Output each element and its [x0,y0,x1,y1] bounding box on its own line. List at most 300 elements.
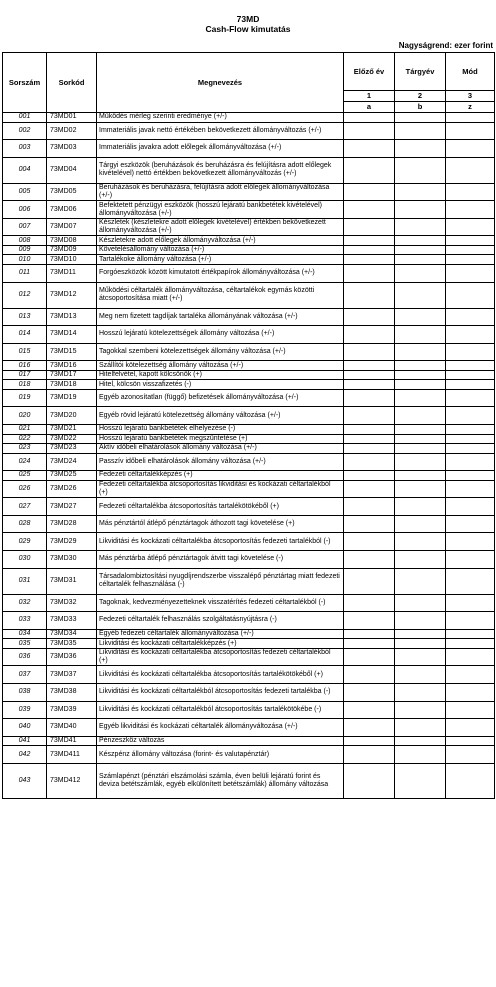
row-code: 73MD30 [47,551,97,569]
table-row [3,568,495,594]
row-prev-value[interactable] [344,255,395,265]
header-letter-mod: z [446,102,495,113]
row-serial: 015 [3,343,47,361]
row-serial: 033 [3,612,47,630]
row-current-value[interactable] [395,183,446,201]
row-current-value[interactable] [395,453,446,471]
row-mod-value[interactable] [446,113,495,123]
row-serial: 020 [3,407,47,425]
row-name: Pénzeszköz változás [97,736,344,746]
row-name: Hosszú lejáratú bankbetétek elhelyezése (-) [97,425,344,435]
row-mod-value[interactable] [446,389,495,407]
row-serial: 016 [3,361,47,371]
row-mod-value[interactable] [446,480,495,498]
row-prev-value[interactable] [344,122,395,140]
row-code: 73MD04 [47,157,97,183]
table-row [3,480,495,498]
row-code: 73MD31 [47,568,97,594]
header-letter-current: b [395,102,446,113]
row-name: Immateriális javakra adott előlegek állományváltozása (+/-) [97,140,344,158]
row-current-value[interactable] [395,551,446,569]
row-current-value[interactable] [395,434,446,444]
row-serial: 025 [3,471,47,481]
row-current-value[interactable] [395,282,446,308]
row-prev-value[interactable] [344,648,395,666]
row-mod-value[interactable] [446,746,495,764]
table-row [3,361,495,371]
row-code: 73MD11 [47,264,97,282]
row-prev-value[interactable] [344,515,395,533]
row-mod-value[interactable] [446,471,495,481]
row-current-value[interactable] [395,701,446,719]
row-current-value[interactable] [395,370,446,380]
row-current-value[interactable] [395,568,446,594]
row-current-value[interactable] [395,343,446,361]
table-row [3,183,495,201]
header-code: Sorkód [47,53,97,113]
row-current-value[interactable] [395,308,446,326]
row-prev-value[interactable] [344,683,395,701]
row-current-value[interactable] [395,122,446,140]
row-current-value[interactable] [395,648,446,666]
row-name: Likviditási és kockázati céltartalékba átcsoportosítás tartalékötökéből (+) [97,666,344,684]
row-prev-value[interactable] [344,361,395,371]
row-prev-value[interactable] [344,201,395,219]
row-serial: 017 [3,370,47,380]
row-code: 73MD17 [47,370,97,380]
row-prev-value[interactable] [344,746,395,764]
row-code: 73MD15 [47,343,97,361]
header-serial: Sorszám [3,53,47,113]
row-mod-value[interactable] [446,666,495,684]
table-row [3,157,495,183]
row-current-value[interactable] [395,157,446,183]
row-current-value[interactable] [395,380,446,390]
row-current-value[interactable] [395,245,446,255]
table-row [3,122,495,140]
row-current-value[interactable] [395,113,446,123]
row-name: Likviditási és kockázati céltartalékból átcsoportosítás tartalékötökébe (-) [97,701,344,719]
table-row [3,370,495,380]
row-code: 73MD34 [47,629,97,639]
row-mod-value[interactable] [446,370,495,380]
row-serial: 023 [3,444,47,454]
row-mod-value[interactable] [446,719,495,737]
row-serial: 040 [3,719,47,737]
row-name: Likviditási és kockázati céltartalékképzés (+) [97,639,344,649]
row-code: 73MD35 [47,639,97,649]
table-row [3,551,495,569]
row-prev-value[interactable] [344,533,395,551]
row-prev-value[interactable] [344,389,395,407]
header-current-year: Tárgyév [395,53,446,91]
row-mod-value[interactable] [446,639,495,649]
row-serial: 037 [3,666,47,684]
row-name: Tartalékoke állomány változása (+/-) [97,255,344,265]
row-name: Tagoknak, kedvezményezetteknek visszatérítés fedezeti céltartalékból (-) [97,594,344,612]
row-serial: 008 [3,236,47,246]
row-name: Társadalombiztosítási nyugdíjrendszerbe visszalépő pénztártag miatt fedezeti céltartalék felhasználása (-) [97,568,344,594]
row-serial: 042 [3,746,47,764]
header-name: Megnevezés [97,53,344,113]
row-current-value[interactable] [395,666,446,684]
row-name: Fedezeti céltartalékképzés (+) [97,471,344,481]
row-name: Egyéb fedezeti céltartalék állományváltozása (+/-) [97,629,344,639]
report-code-title: 73MD [236,14,260,24]
header-mod: Mód [446,53,495,91]
row-name: Egyéb likviditási és kockázati céltartalék állományváltozása (+/-) [97,719,344,737]
row-code: 73MD10 [47,255,97,265]
row-code: 73MD38 [47,683,97,701]
row-code: 73MD36 [47,648,97,666]
row-serial: 028 [3,515,47,533]
row-code: 73MD27 [47,498,97,516]
row-serial: 018 [3,380,47,390]
row-prev-value[interactable] [344,444,395,454]
row-code: 73MD22 [47,434,97,444]
table-row [3,343,495,361]
row-name: Követelésállomány változása (+/-) [97,245,344,255]
table-row [3,308,495,326]
row-code: 73MD37 [47,666,97,684]
row-code: 73MD39 [47,701,97,719]
row-name: Készletekre adott előlegek állományváltozása (+/-) [97,236,344,246]
row-current-value[interactable] [395,763,446,798]
report-title: Cash-Flow kimutatás [205,24,291,34]
row-name: Immateriális javak nettó értékében bekövetkezett állományváltozás (+/-) [97,122,344,140]
table-row [3,140,495,158]
row-mod-value[interactable] [446,701,495,719]
row-name: Egyéb rövid lejáratú kötelezettség állomány változása (+/-) [97,407,344,425]
row-code: 73MD14 [47,326,97,344]
row-mod-value[interactable] [446,343,495,361]
row-current-value[interactable] [395,498,446,516]
row-name: Hosszú lejáratú bankbetétek megszüntetése (+) [97,434,344,444]
row-name: Likviditási és kockázati céltartalékba átcsoportosítás fedezeti tartalékból (-) [97,533,344,551]
table-row [3,719,495,737]
header-num-current: 2 [395,91,446,102]
row-name: Likviditási és kockázati céltartalékba átcsoportosítás fedezeti céltartalékból (+) [97,648,344,666]
row-prev-value[interactable] [344,551,395,569]
table-row [3,746,495,764]
row-serial: 043 [3,763,47,798]
table-row [3,471,495,481]
row-prev-value[interactable] [344,425,395,435]
row-current-value[interactable] [395,326,446,344]
row-serial: 027 [3,498,47,516]
header-prev-year: Előző év [344,53,395,91]
row-serial: 003 [3,140,47,158]
row-serial: 024 [3,453,47,471]
row-current-value[interactable] [395,480,446,498]
row-prev-value[interactable] [344,113,395,123]
row-prev-value[interactable] [344,480,395,498]
row-prev-value[interactable] [344,471,395,481]
row-prev-value[interactable] [344,370,395,380]
row-prev-value[interactable] [344,407,395,425]
row-serial: 026 [3,480,47,498]
row-prev-value[interactable] [344,568,395,594]
row-mod-value[interactable] [446,183,495,201]
row-serial: 012 [3,282,47,308]
row-current-value[interactable] [395,361,446,371]
row-mod-value[interactable] [446,551,495,569]
row-current-value[interactable] [395,201,446,219]
row-name: Egyéb azonosítatlan (függő) befizetések állományváltozása (+/-) [97,389,344,407]
table-row [3,425,495,435]
row-current-value[interactable] [395,612,446,630]
table-row [3,629,495,639]
row-serial: 019 [3,389,47,407]
row-mod-value[interactable] [446,201,495,219]
row-serial: 032 [3,594,47,612]
row-serial: 039 [3,701,47,719]
row-name: Számlapénzt (pénztári elszámolási számla, éven belüli lejáratú forint és deviza betétszámlák, egyéb elkülönített betétszámlák) állomány változása [97,763,344,798]
row-code: 73MD12 [47,282,97,308]
row-serial: 021 [3,425,47,435]
row-name: Meg nem fizetett tagdíjak tartaléka állományának változása (+/-) [97,308,344,326]
row-mod-value[interactable] [446,594,495,612]
row-current-value[interactable] [395,389,446,407]
row-prev-value[interactable] [344,264,395,282]
row-serial: 010 [3,255,47,265]
row-name: Likviditási és kockázati céltartalékból átcsoportosítás fedezeti tartalékba (-) [97,683,344,701]
row-code: 73MD19 [47,389,97,407]
row-prev-value[interactable] [344,218,395,236]
row-serial: 013 [3,308,47,326]
row-current-value[interactable] [395,140,446,158]
row-mod-value[interactable] [446,533,495,551]
row-serial: 004 [3,157,47,183]
row-code: 73MD08 [47,236,97,246]
row-prev-value[interactable] [344,282,395,308]
row-prev-value[interactable] [344,326,395,344]
row-prev-value[interactable] [344,140,395,158]
row-serial: 011 [3,264,47,282]
row-mod-value[interactable] [446,326,495,344]
row-code: 73MD23 [47,444,97,454]
row-name: Hitelfelvétel, kapott kölcsönök (+) [97,370,344,380]
row-current-value[interactable] [395,407,446,425]
row-current-value[interactable] [395,746,446,764]
row-code: 73MD25 [47,471,97,481]
row-mod-value[interactable] [446,380,495,390]
table-row [3,763,495,798]
row-prev-value[interactable] [344,594,395,612]
table-row [3,282,495,308]
row-mod-value[interactable] [446,407,495,425]
row-mod-value[interactable] [446,736,495,746]
row-code: 73MD29 [47,533,97,551]
row-code: 73MD01 [47,113,97,123]
table-row [3,255,495,265]
row-serial: 009 [3,245,47,255]
row-prev-value[interactable] [344,343,395,361]
row-prev-value[interactable] [344,666,395,684]
table-row [3,444,495,454]
row-name: Működési céltartalék állományváltozása, céltartalékok egymás közötti átcsoportosítása miatt (+/-) [97,282,344,308]
row-code: 73MD411 [47,746,97,764]
header-num-prev: 1 [344,91,395,102]
row-mod-value[interactable] [446,361,495,371]
row-current-value[interactable] [395,683,446,701]
table-row [3,264,495,282]
row-mod-value[interactable] [446,763,495,798]
row-mod-value[interactable] [446,498,495,516]
row-serial: 007 [3,218,47,236]
row-mod-value[interactable] [446,218,495,236]
cashflow-table [2,52,495,799]
row-name: Fedezeti céltartalékba átcsoportosítás likviditási és kockázati céltartalékból (+) [97,480,344,498]
row-name: Készpénz állomány változása (forint- és valutapénztár) [97,746,344,764]
row-current-value[interactable] [395,425,446,435]
row-name: Fedezeti céltartalékba átcsoportosítás tartalékötökéből (+) [97,498,344,516]
row-mod-value[interactable] [446,453,495,471]
row-name: Beruházások és beruházásra, felújításra adott előlegek állományváltozása (+/-) [97,183,344,201]
row-mod-value[interactable] [446,612,495,630]
table-row [3,326,495,344]
table-row [3,701,495,719]
row-code: 73MD20 [47,407,97,425]
row-serial: 038 [3,683,47,701]
row-code: 73MD24 [47,453,97,471]
row-code: 73MD40 [47,719,97,737]
row-current-value[interactable] [395,639,446,649]
table-row [3,666,495,684]
row-mod-value[interactable] [446,568,495,594]
table-row [3,236,495,246]
row-mod-value[interactable] [446,245,495,255]
row-name: Forgóeszközök között kimutatott értékpapírok állományváltozása (+/-) [97,264,344,282]
row-mod-value[interactable] [446,308,495,326]
row-name: Befektetett pénzügyi eszközök (hosszú lejáratú bankbetétek kivételével) állományváltozása (+/-) [97,201,344,219]
row-mod-value[interactable] [446,255,495,265]
table-row [3,498,495,516]
row-mod-value[interactable] [446,648,495,666]
row-name: Passzív időbeli elhatárolások állomány változása (+/-) [97,453,344,471]
row-code: 73MD33 [47,612,97,630]
row-code: 73MD26 [47,480,97,498]
row-prev-value[interactable] [344,453,395,471]
row-serial: 034 [3,629,47,639]
row-serial: 014 [3,326,47,344]
row-mod-value[interactable] [446,157,495,183]
row-name: Más pénztárba átlépő pénztártagok átvitt tagi követelése (-) [97,551,344,569]
row-current-value[interactable] [395,736,446,746]
table-row [3,389,495,407]
row-mod-value[interactable] [446,140,495,158]
table-row [3,594,495,612]
row-current-value[interactable] [395,471,446,481]
row-mod-value[interactable] [446,434,495,444]
row-current-value[interactable] [395,533,446,551]
row-prev-value[interactable] [344,245,395,255]
row-mod-value[interactable] [446,122,495,140]
row-prev-value[interactable] [344,236,395,246]
row-current-value[interactable] [395,236,446,246]
row-serial: 036 [3,648,47,666]
row-mod-value[interactable] [446,264,495,282]
table-row [3,380,495,390]
row-prev-value[interactable] [344,380,395,390]
row-serial: 005 [3,183,47,201]
row-code: 73MD06 [47,201,97,219]
row-prev-value[interactable] [344,639,395,649]
table-row [3,453,495,471]
row-name: Tárgyi eszközök (beruházások és beruházásra és felújításra adott előlegek kivételével) nettó értékben bekövetkezett állományváltozás (+/-) [97,157,344,183]
row-code: 73MD21 [47,425,97,435]
row-prev-value[interactable] [344,736,395,746]
row-current-value[interactable] [395,264,446,282]
unit-label: Nagyságrend: ezer forint [398,41,493,50]
row-code: 73MD41 [47,736,97,746]
row-serial: 030 [3,551,47,569]
row-current-value[interactable] [395,255,446,265]
table-row [3,736,495,746]
row-code: 73MD412 [47,763,97,798]
row-prev-value[interactable] [344,701,395,719]
row-serial: 006 [3,201,47,219]
row-code: 73MD07 [47,218,97,236]
row-name: Tagokkal szembeni kötelezettségek állomány változása (+/-) [97,343,344,361]
row-prev-value[interactable] [344,719,395,737]
row-current-value[interactable] [395,629,446,639]
table-row [3,612,495,630]
row-current-value[interactable] [395,594,446,612]
row-mod-value[interactable] [446,282,495,308]
row-prev-value[interactable] [344,612,395,630]
row-serial: 001 [3,113,47,123]
row-serial: 031 [3,568,47,594]
row-prev-value[interactable] [344,434,395,444]
row-code: 73MD03 [47,140,97,158]
row-prev-value[interactable] [344,183,395,201]
row-name: Hitel, kölcsön visszafizetés (-) [97,380,344,390]
row-mod-value[interactable] [446,425,495,435]
row-prev-value[interactable] [344,629,395,639]
row-prev-value[interactable] [344,308,395,326]
row-code: 73MD09 [47,245,97,255]
row-code: 73MD13 [47,308,97,326]
row-current-value[interactable] [395,515,446,533]
row-code: 73MD18 [47,380,97,390]
row-current-value[interactable] [395,719,446,737]
row-prev-value[interactable] [344,157,395,183]
row-prev-value[interactable] [344,498,395,516]
row-name: Aktív időbeli elhatárolások állomány változása (+/-) [97,444,344,454]
row-serial: 035 [3,639,47,649]
row-code: 73MD32 [47,594,97,612]
table-row [3,648,495,666]
row-mod-value[interactable] [446,683,495,701]
row-mod-value[interactable] [446,629,495,639]
row-current-value[interactable] [395,218,446,236]
row-name: Fedezeti céltartalék felhasználás szolgáltatásnyújtásra (-) [97,612,344,630]
row-mod-value[interactable] [446,236,495,246]
row-code: 73MD16 [47,361,97,371]
row-mod-value[interactable] [446,515,495,533]
row-mod-value[interactable] [446,444,495,454]
row-name: Működés mérleg szerinti eredménye (+/-) [97,113,344,123]
row-name: Más pénztártól átlépő pénztártagok áthozott tagi követelése (+) [97,515,344,533]
table-row [3,683,495,701]
row-name: Szállítói kötelezettség állomány változása (+/-) [97,361,344,371]
row-code: 73MD05 [47,183,97,201]
header-num-mod: 3 [446,91,495,102]
row-current-value[interactable] [395,444,446,454]
row-serial: 022 [3,434,47,444]
row-prev-value[interactable] [344,763,395,798]
